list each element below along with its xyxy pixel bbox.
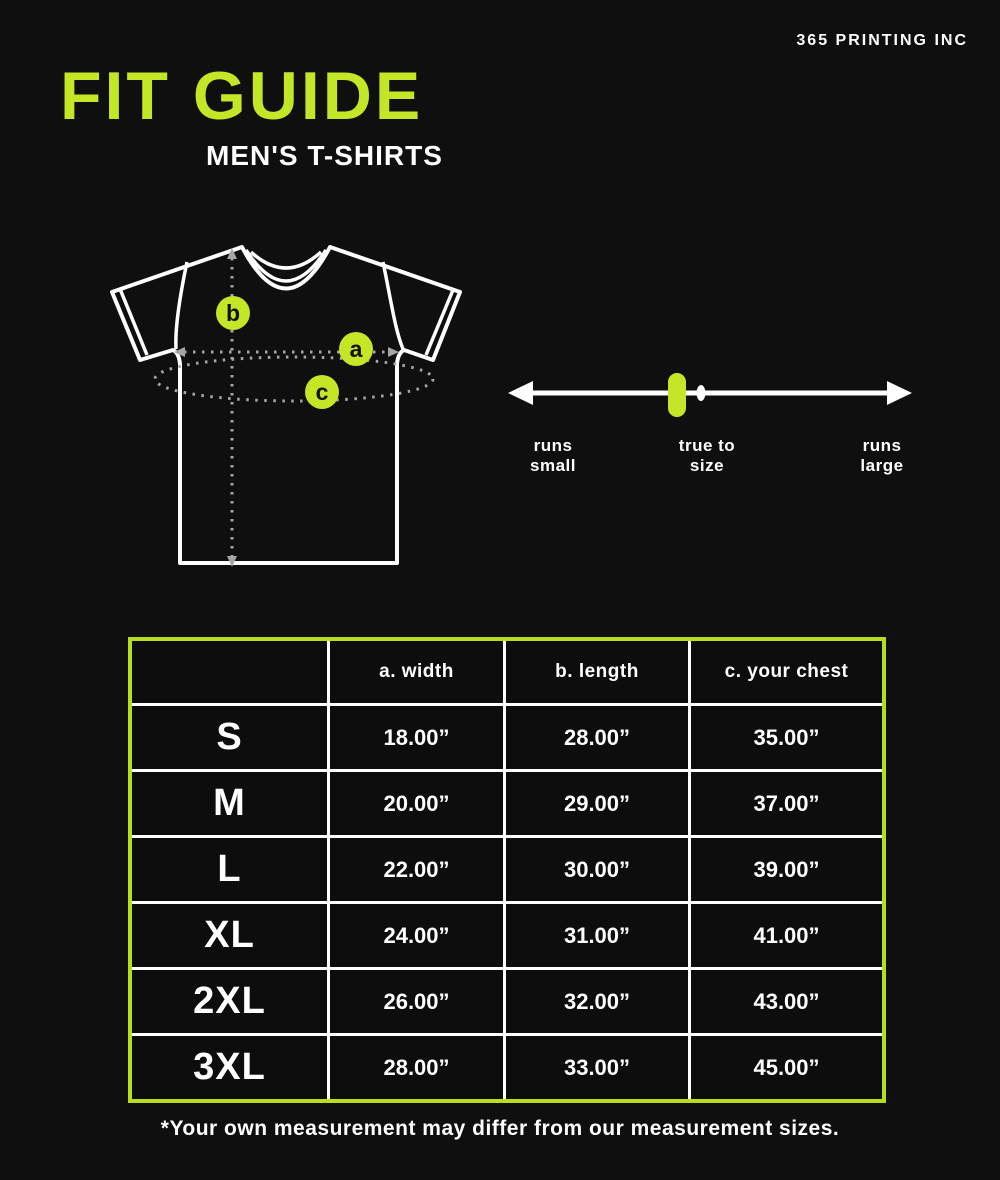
chest-measure-ellipse bbox=[155, 357, 433, 401]
fit-scale bbox=[505, 360, 915, 435]
fit-scale-indicator bbox=[668, 373, 686, 417]
size-label: L bbox=[132, 838, 327, 901]
page-title: FIT GUIDE bbox=[60, 58, 424, 134]
chest-value: 45.00” bbox=[691, 1036, 882, 1099]
label-line: true to bbox=[678, 436, 736, 455]
fit-scale-label-runs-small bbox=[503, 436, 603, 476]
length-value: 28.00” bbox=[506, 706, 688, 769]
size-label: 2XL bbox=[132, 970, 327, 1033]
width-value: 18.00” bbox=[330, 706, 503, 769]
length-value: 29.00” bbox=[506, 772, 688, 835]
fit-scale-arrow-left bbox=[508, 381, 533, 405]
chest-value: 41.00” bbox=[691, 904, 882, 967]
tshirt-outline bbox=[112, 247, 460, 563]
length-value: 33.00” bbox=[506, 1036, 688, 1099]
marker-b-label: b bbox=[225, 300, 241, 326]
label-line: runs bbox=[862, 436, 902, 455]
marker-a bbox=[339, 332, 373, 366]
table-header-width: a. width bbox=[330, 641, 503, 703]
marker-a-label: a bbox=[349, 336, 363, 362]
table-header-chest: c. your chest bbox=[691, 641, 882, 703]
length-value: 30.00” bbox=[506, 838, 688, 901]
length-value: 31.00” bbox=[506, 904, 688, 967]
left-armhole-seam bbox=[176, 262, 187, 349]
width-value: 22.00” bbox=[330, 838, 503, 901]
collar-back-line bbox=[251, 252, 321, 268]
label-line: large bbox=[860, 456, 904, 475]
size-table bbox=[128, 637, 886, 1103]
chest-value: 35.00” bbox=[691, 706, 882, 769]
label-line: small bbox=[530, 456, 576, 475]
chest-value: 37.00” bbox=[691, 772, 882, 835]
fit-scale-dot bbox=[697, 385, 706, 401]
brand-name: 365 PRINTING INC bbox=[796, 32, 968, 49]
size-label: S bbox=[132, 706, 327, 769]
tshirt-diagram bbox=[95, 235, 485, 580]
fit-scale-label-runs-large bbox=[830, 436, 934, 476]
chest-value: 43.00” bbox=[691, 970, 882, 1033]
width-value: 26.00” bbox=[330, 970, 503, 1033]
fit-scale-label-true-to-size bbox=[655, 436, 759, 476]
size-label: 3XL bbox=[132, 1036, 327, 1099]
measurement-disclaimer: *Your own measurement may differ from our measurement sizes. bbox=[160, 1117, 840, 1140]
marker-c-label: c bbox=[315, 379, 329, 405]
length-value: 32.00” bbox=[506, 970, 688, 1033]
table-header-empty bbox=[132, 641, 327, 703]
size-label: M bbox=[132, 772, 327, 835]
width-value: 20.00” bbox=[330, 772, 503, 835]
collar-rib-line bbox=[246, 250, 326, 281]
page-subtitle: MEN'S T-SHIRTS bbox=[206, 140, 443, 171]
marker-b bbox=[216, 296, 250, 330]
marker-c bbox=[305, 375, 339, 409]
right-armhole-seam bbox=[383, 262, 403, 349]
table-header-length: b. length bbox=[506, 641, 688, 703]
fit-scale-arrow-right bbox=[887, 381, 912, 405]
width-value: 24.00” bbox=[330, 904, 503, 967]
size-label: XL bbox=[132, 904, 327, 967]
chest-value: 39.00” bbox=[691, 838, 882, 901]
label-line: runs bbox=[533, 436, 573, 455]
label-line: size bbox=[689, 456, 725, 475]
width-value: 28.00” bbox=[330, 1036, 503, 1099]
